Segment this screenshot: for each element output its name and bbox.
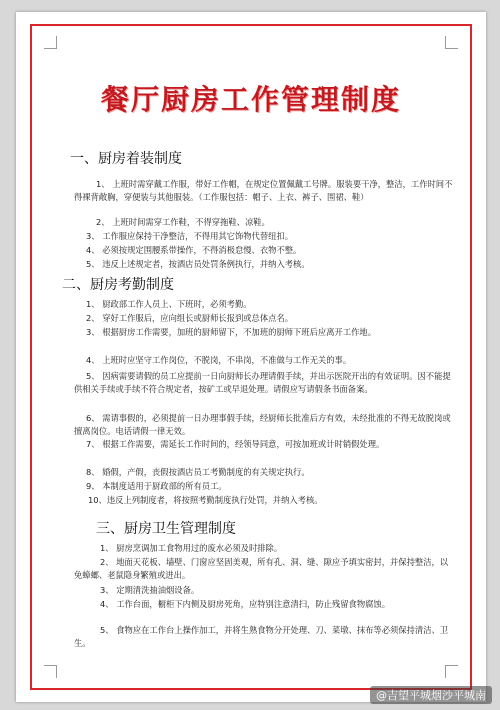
list-item: 4、 必须按规定围腰系带操作，不得消极怠慢、衣物不整。 [86,245,302,255]
page-title: 餐厅厨房工作管理制度 [100,83,401,116]
corner-mark [44,665,57,678]
list-item: 5、 因病需要请假的员工应提前一日向厨师长办理请假手续，并出示医院开出的有效证明。因不能提供相关手续或手续不符合规定者，按矿工或早退处理。请假应写请假条书面备案。 [74,371,451,394]
section-heading-attendance: 二、厨房考勤制度 [62,277,174,293]
list-item: 3、 根据厨房工作需要，加班的厨师留下，不加班的厨师下班后应离开工作地。 [86,327,377,337]
list-item: 8、 婚假，产假，丧假按酒店员工考勤制度的有关规定执行。 [86,467,310,477]
document-page [16,12,486,702]
section-heading-hygiene: 三、厨房卫生管理制度 [96,521,236,537]
corner-mark [445,665,458,678]
list-item: 2、 穿好工作服后，应向组长或厨师长报到或总体点名。 [86,313,294,323]
corner-mark [44,36,57,49]
list-item: 5、 食物应在工作台上操作加工，并将生熟食物分开处理、刀、菜墩、抹布等必须保持清洁、卫生。 [74,625,449,648]
list-item: 10、违反上列制度者，将按照考勤制度执行处罚，并纳入考核。 [88,495,323,505]
corner-mark [445,36,458,49]
section-heading-dress: 一、厨房着装制度 [70,151,182,167]
list-item: 4、 上班时应坚守工作岗位，不脱岗，不串岗，不准做与工作无关的事。 [86,355,352,365]
list-item: 7、 根据工作需要，需延长工作时间的，经领导同意，可按加班或计时销假处理。 [86,439,385,449]
list-item: 3、 工作服应保持干净整洁，不得用其它饰物代替纽扣。 [86,231,294,241]
watermark: @吉望平城烟沙平城南 [370,686,492,704]
list-item: 1、 厨房烹调加工食物用过的废水必须及时排除。 [100,543,283,553]
list-item: 9、 本制度适用于厨政部的所有员工。 [86,481,227,491]
list-item: 5、 违反上述规定者，按酒店员处罚条例执行，并纳入考核。 [86,259,310,269]
list-item: 1、 厨政部工作人员上、下班时，必须考勤。 [86,299,252,309]
list-item: 6、 需请事假的，必须提前一日办理事假手续，经厨师长批准后方有效，未经批准的不得无故脱岗或擅离岗位。电话请假一律无效。 [74,413,451,436]
list-item: 1、 上班时需穿戴工作服，带好工作帽，在规定位置佩戴工号牌。服装要干净，整洁，工作时间不得裸背敞胸，穿便装与其他服装。（工作服包括：帽子、上衣、裤子、围裙、鞋） [74,179,453,202]
list-item: 2、 上班时间需穿工作鞋，不得穿拖鞋、凉鞋。 [96,217,270,227]
list-item: 3、 定期清洗抽油烟设备。 [100,585,200,595]
list-item: 4、 工作台面，橱柜下内侧及厨房死角，应特别注意清扫，防止残留食物腐蚀。 [100,599,391,609]
list-item: 2、 地面天花板、墙壁、门窗应坚固美观，所有孔、洞、缝、隙应予填实密封，并保持整洁，以免蟑螂、老鼠隐身繁殖或进出。 [74,557,449,580]
